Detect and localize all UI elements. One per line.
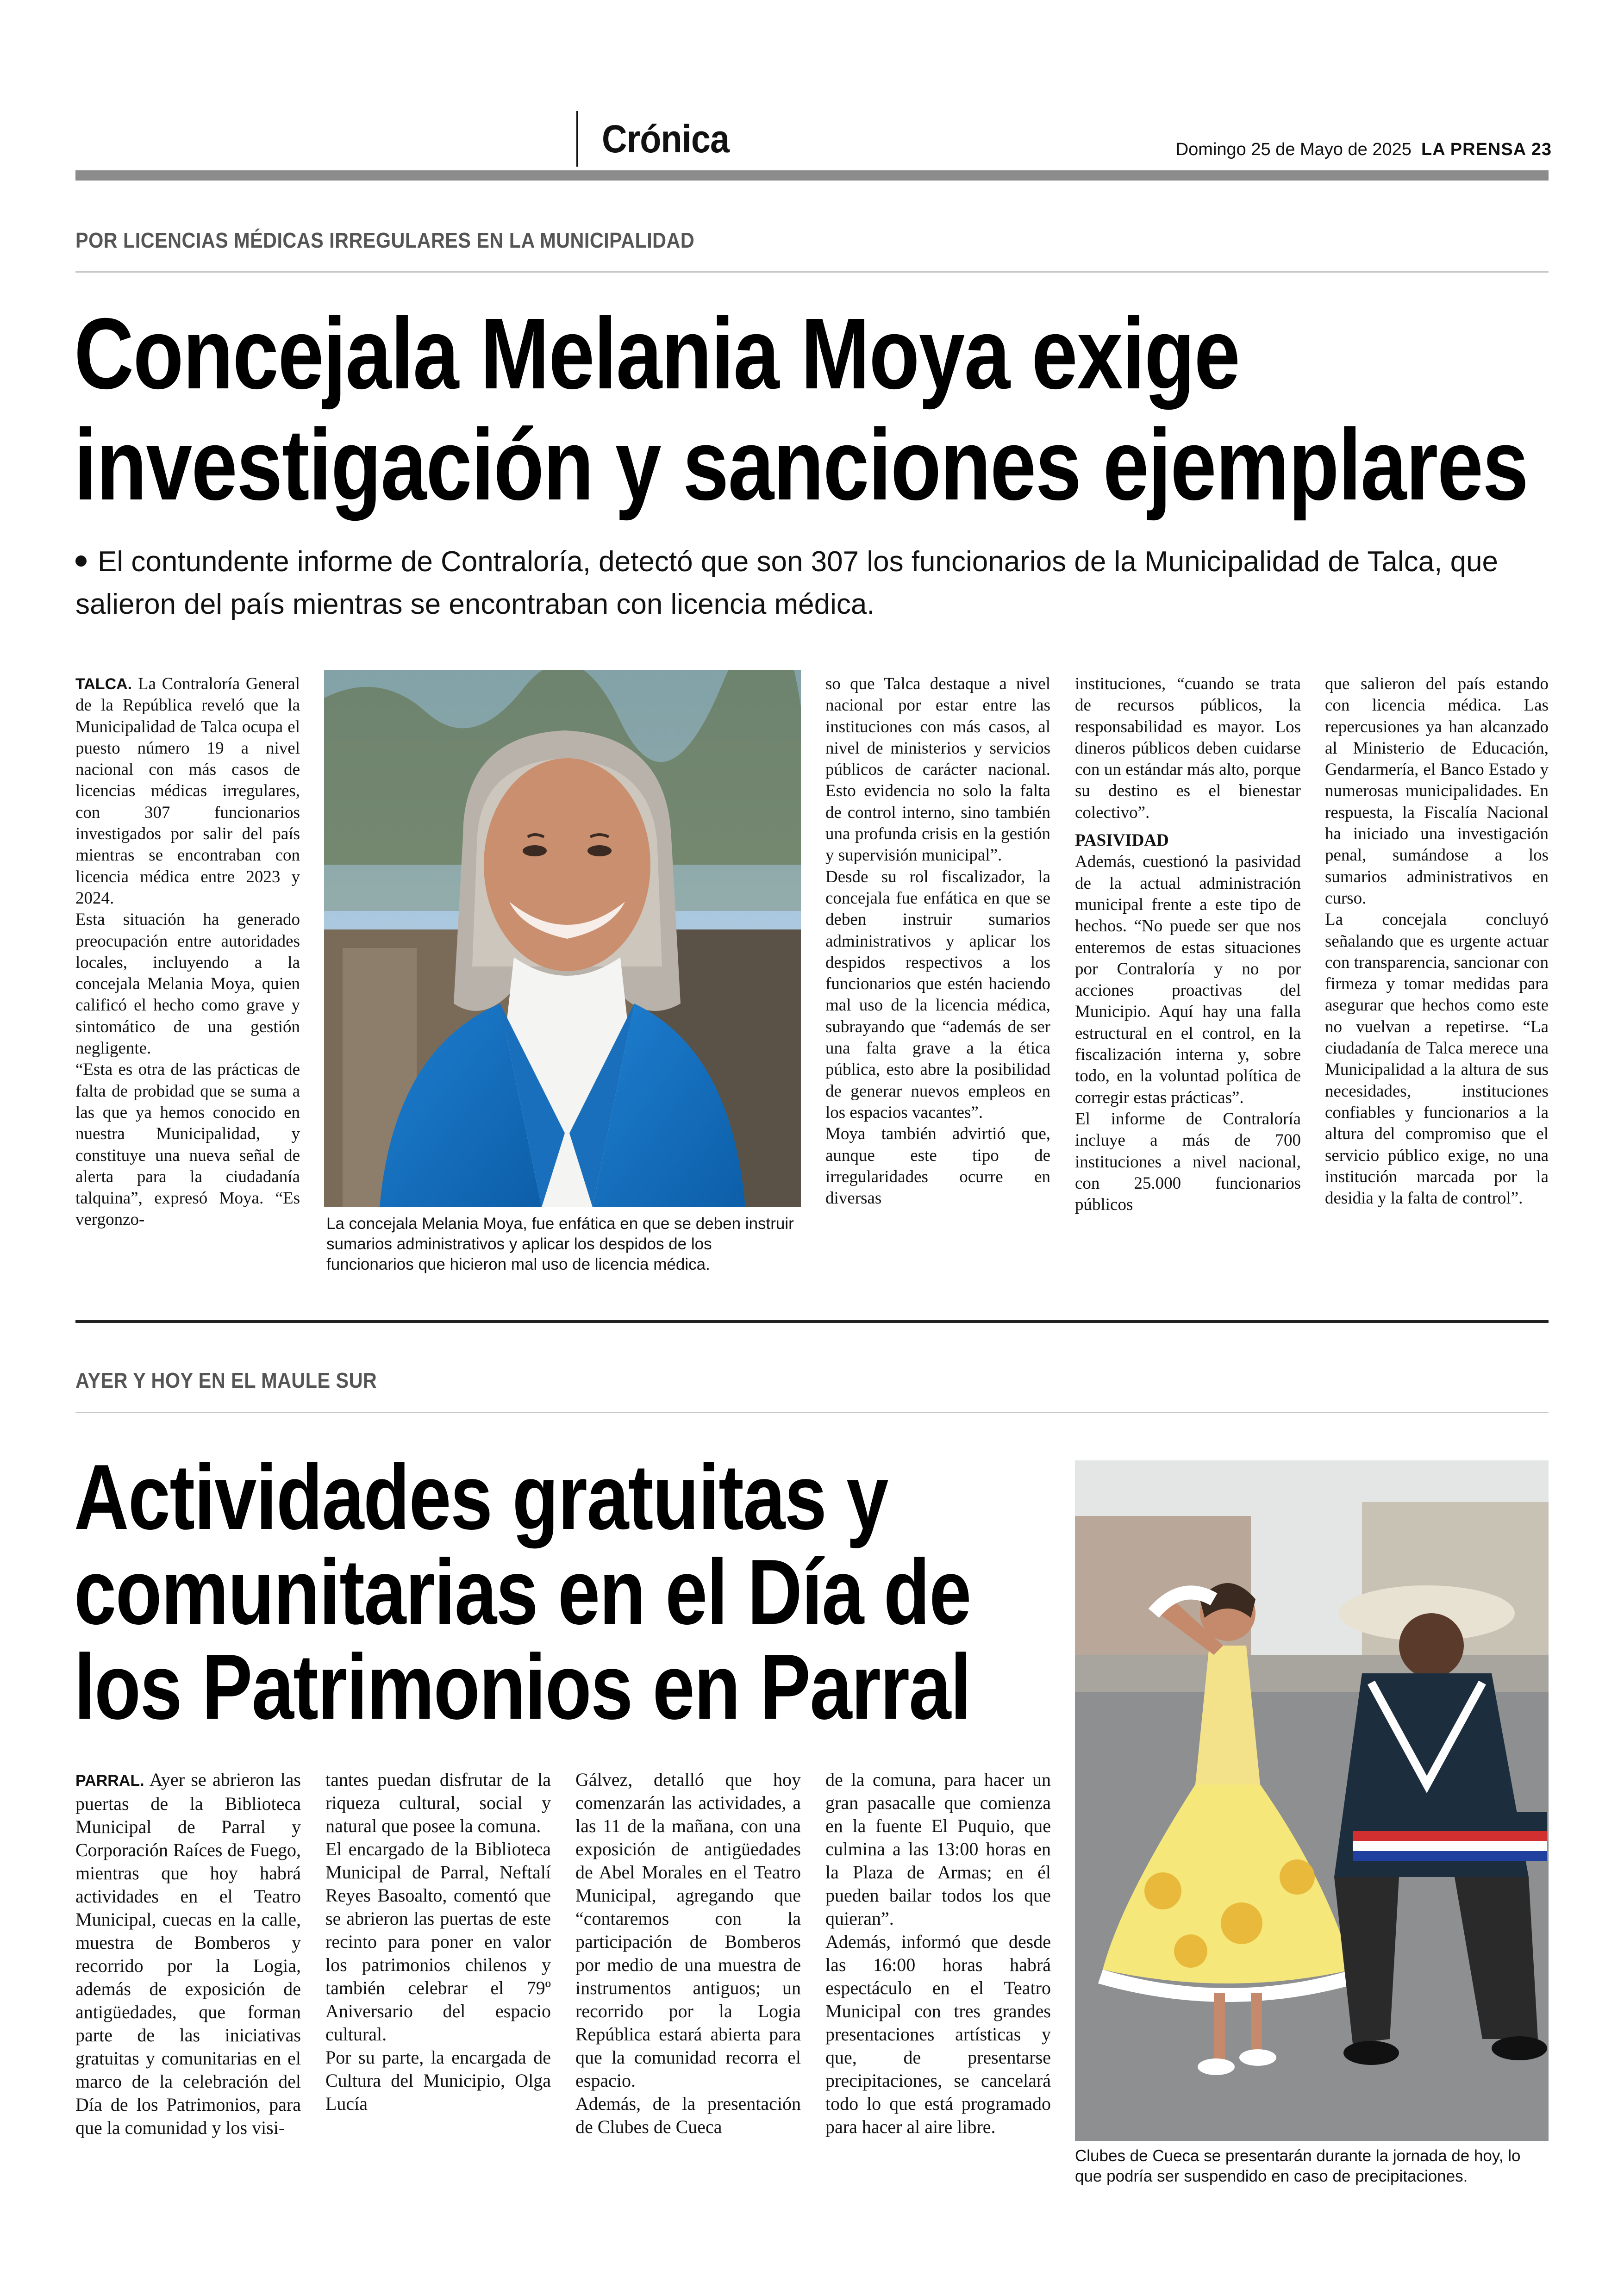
header-dateline [1176, 140, 1552, 160]
paper-name: LA PRENSA [1421, 140, 1527, 159]
paragraph: de la comuna, para hacer un gran pasacalle que comienza en la fuente El Puquio, que culmina a las 13:00 horas en la Plaza de Armas; en él pueden bailar todos los que quieran”. [825, 1769, 1051, 1929]
paragraph: Además, informó que desde las 16:00 horas habrá espectáculo en el Teatro Municipal con tres grandes presentaciones artísticas y que, de presentarse precipitaciones, se cancelará todo lo que está programado para hacer al aire libre. [825, 1931, 1051, 2137]
paragraph: instituciones, “cuando se trata de recursos públicos, la responsabilidad es mayor. Los dineros públicos deben cuidarse con un estándar más alto, porque su destino es el bienestar colectivo”. [1075, 674, 1301, 822]
article1-photo-caption: La concejala Melania Moya, fue enfática en que se deben instruir sumarios administrativos y aplicar los despidos de los funcionarios que hicieron mal uso de licencia médica. [326, 1215, 794, 1273]
article1-column-4 [1325, 674, 1549, 1209]
portrait-illustration [324, 670, 801, 1207]
cueca-photo [1075, 1460, 1549, 2141]
article1-lead [75, 541, 1548, 626]
paragraph: Además, de la presentación de Clubes de Cueca [575, 2093, 801, 2137]
article2-kicker: AYER Y HOY EN EL MAULE SUR [75, 1368, 377, 1392]
paragraph [75, 674, 300, 909]
paragraph: que salieron del país estando con licencia médica. Las repercusiones ya han alcanzado al Ministerio de Educación, Gendarmería, el Banco Estado y numerosas municipalidades. En respuesta, la Fiscalía Nacional ha iniciado una investigación penal, sumándose a los sumarios administrativos en curso. [1325, 674, 1549, 908]
paragraph: “Esta es otra de las prácticas de falta de probidad que se suma a las que ya hemos conocido en nuestra Municipalidad, y constituye una nueva señal de alerta para la ciudadanía talquina”, expresó Moya. “Es vergonzo- [75, 1060, 300, 1229]
article2-headline-line2: comunitarias en el Día de [74, 1540, 971, 1644]
bullet-icon [75, 555, 87, 567]
section-title: Crónica [602, 117, 730, 161]
article1-kicker: POR LICENCIAS MÉDICAS IRREGULARES EN LA MUNICIPALIDAD [75, 228, 695, 252]
paragraph: Esta situación ha generado preocupación entre autoridades locales, incluyendo a la concejala Melania Moya, quien calificó el hecho como grave y sintomático de una gestión negligente. [75, 910, 300, 1058]
cueca-dancers-illustration [1075, 1460, 1549, 2141]
kicker-rule [75, 271, 1549, 273]
paragraph [75, 1768, 301, 2139]
paragraph: tantes puedan disfrutar de la riqueza cultural, social y natural que posee la comuna. [325, 1769, 551, 1836]
concejala-photo [324, 670, 801, 1207]
kicker-rule [75, 1412, 1549, 1413]
paragraph: El encargado de la Biblioteca Municipal de Parral, Neftalí Reyes Basoalto, comentó que se abrieron las puertas de este recinto para poner en valor los patrimonios chilenos y también celebrar el 79º Aniversario del espacio cultural. [325, 1839, 551, 2045]
paragraph: El informe de Contraloría incluye a más de 700 instituciones a nivel nacional, con 25.000 funcionarios públicos [1075, 1109, 1301, 1215]
paragraph: La concejala concluyó señalando que es urgente actuar con transparencia, sancionar con firmeza y tomar medidas para asegurar que hechos como este no vuelvan a repetirse. “La ciudadanía de Talca merece una Municipalidad a la altura de sus necesidades, instituciones confiables y funcionarios a la altura del compromiso que el servicio público exige, no una institución marcada por la desidia y la falta de control”. [1325, 910, 1549, 1208]
article-separator [75, 1320, 1549, 1323]
article2-headline-line1: Actividades gratuitas y [74, 1446, 888, 1549]
paragraph-text: Ayer se abrieron las puertas de la Biblioteca Municipal de Parral y Corporación Raíces de Fuego, mientras que hoy habrá actividades en el Teatro Municipal, cuecas en la calle, muestra de Bomberos y recorrido por la Logia, además de exposición de antigüedades, que forman parte de las iniciativas gratuitas y comunitarias en el marco de la celebración del Día de los Patrimonios, para que la comunidad y los visi- [75, 1769, 301, 2138]
article1-headline-line2: investigación y sanciones ejemplares [74, 409, 1528, 521]
subhead: PASIVIDAD [1075, 831, 1169, 850]
paragraph: so que Talca destaque a nivel nacional por estar entre las instituciones con más casos, al nivel de ministerios y servicios públicos de carácter nacional. Esto evidencia no solo la falta de control interno, sino también una profunda crisis en la gestión y supervisión municipal”. [825, 674, 1050, 865]
article2-column-1 [75, 1768, 301, 2139]
paragraph: Por su parte, la encargada de Cultura del Municipio, Olga Lucía [325, 2047, 551, 2114]
paragraph: Moya también advirtió que, aunque este tipo de irregularidades ocurre en diversas [825, 1124, 1050, 1208]
dateline: PARRAL. [75, 1772, 144, 1790]
article1-headline-line1: Concejala Melania Moya exige [74, 298, 1240, 410]
header-bar [75, 170, 1549, 181]
article2-photo-caption: Clubes de Cueca se presentarán durante la jornada de hoy, lo que podría ser suspendido en caso de precipitaciones. [1075, 2147, 1521, 2185]
article2-column-3 [575, 1768, 801, 2139]
paragraph: Gálvez, detalló que hoy comenzarán las actividades, a las 11 de la mañana, con una exposición de antigüedades de Abel Morales en el Teatro Municipal, agregando que “contaremos con la participación de Bomberos por medio de una muestra de instrumentos antiguos; un recorrido por la Logia República estará abierta para que la comunidad recorra el espacio. [575, 1769, 801, 2091]
article2-column-4 [825, 1768, 1051, 2139]
article1-column-3 [1075, 674, 1301, 1216]
issue-date: Domingo 25 de Mayo de 2025 [1175, 140, 1412, 159]
article1-column-1 [75, 674, 300, 1231]
page-number: 23 [1531, 140, 1552, 159]
dateline: TALCA. [75, 675, 132, 693]
article1-column-2 [825, 674, 1050, 1209]
paragraph: Además, cuestionó la pasividad de la actual administración municipal frente a este tipo de hechos. “No puede ser que nos enteremos de estas situaciones por Contraloría y no por acciones proactivas del Municipio. Aquí hay una falla estructural en el control, en la fiscalización interna y, sobre todo, en la voluntad política de corregir estas prácticas”. [1075, 852, 1301, 1107]
article2-headline-line3: los Patrimonios en Parral [74, 1635, 971, 1739]
paragraph-text: La Contraloría General de la República reveló que la Municipalidad de Talca ocupa el puesto número 19 a nivel nacional con más casos de licencias médicas irregulares, con 307 funcionarios investigados por salir del país mientras se encontraban con licencia médica entre 2023 y 2024. [75, 674, 300, 908]
header-divider [576, 111, 578, 167]
lead-text: El contundente informe de Contraloría, detectó que son 307 los funcionarios de la Municipalidad de Talca, que salieron del país mientras se encontraban con licencia médica. [75, 546, 1499, 620]
paragraph: Desde su rol fiscalizador, la concejala fue enfática en que se deben instruir sumarios administrativos y aplicar los despidos respectivos a los funcionarios que estén haciendo mal uso de la licencia médica, subrayando que “además de ser una falta grave a la ética pública, esto abre la posibilidad de generar nuevos empleos en los espacios vacantes”. [825, 867, 1050, 1122]
article2-column-2 [325, 1768, 551, 2115]
